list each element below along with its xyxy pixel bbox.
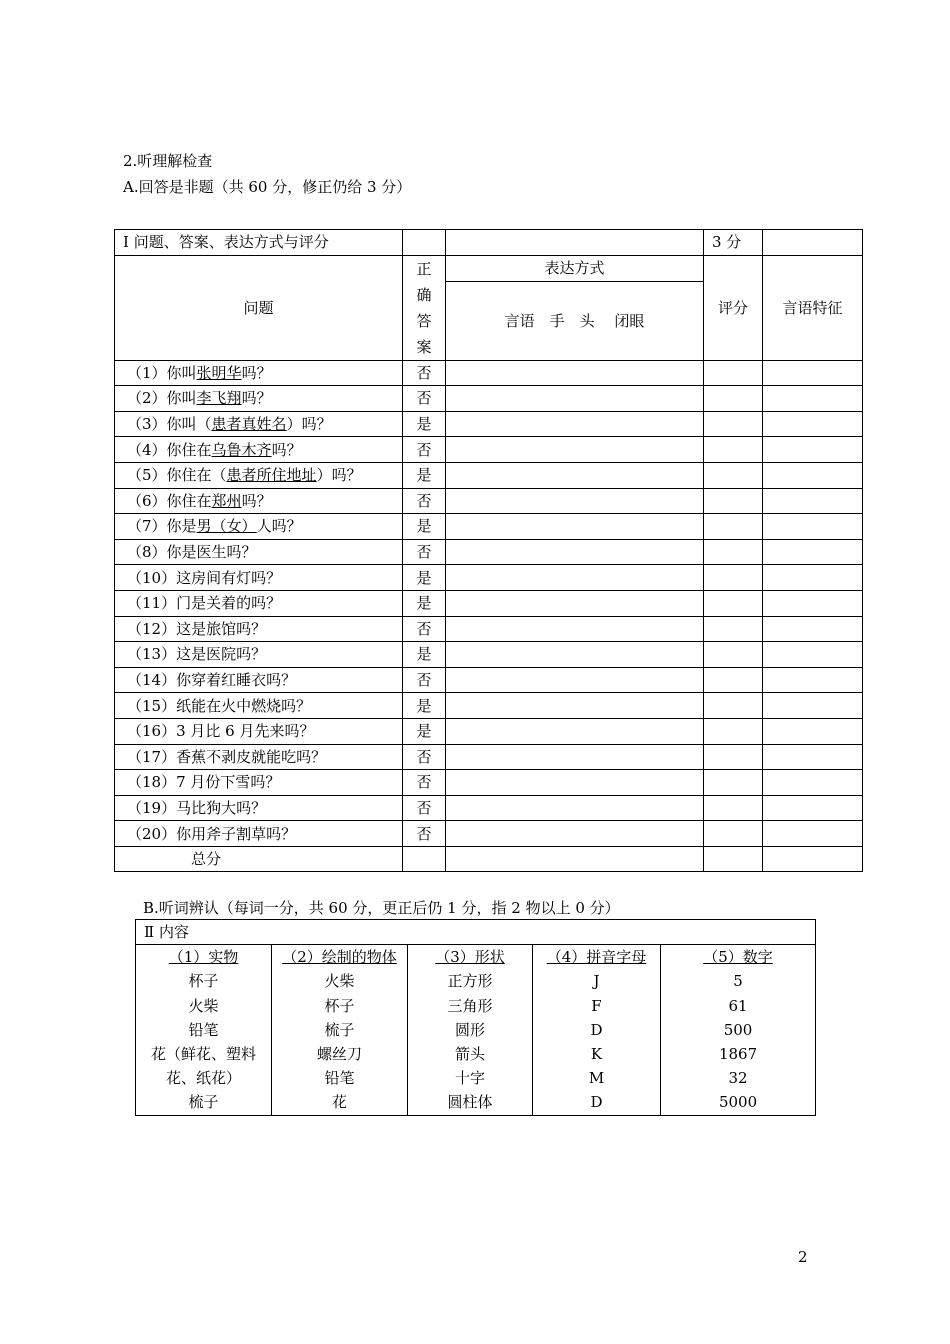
answer-cell: 是	[403, 565, 446, 591]
table-cell: 5	[661, 969, 816, 993]
question-cell: （3）你叫（患者真姓名）吗？	[115, 411, 403, 437]
answer-cell: 是	[403, 693, 446, 719]
question-cell: （16）3 月比 6 月先来吗？	[115, 718, 403, 744]
empty-cell	[446, 693, 704, 719]
table-b-title-row	[136, 920, 816, 945]
question-cell: （8）你是医生吗？	[115, 539, 403, 565]
question-cell: （12）这是旅馆吗？	[115, 616, 403, 642]
table-row	[136, 1018, 816, 1042]
subsection-b-title: B.听词辨认（每词一分，共 60 分，更正后仍 1 分，指 2 物以上 0 分）	[143, 899, 620, 917]
table-cell: 梳子	[272, 1018, 408, 1042]
answer-cell: 否	[403, 744, 446, 770]
header-drawn-objects: （2）绘制的物体	[282, 948, 397, 967]
table-row	[115, 795, 863, 821]
yes-no-questions-table	[114, 229, 863, 872]
table-cell: 1867	[661, 1042, 816, 1066]
section-title: 2.听理解检查	[123, 152, 213, 170]
table-cell: K	[533, 1042, 661, 1066]
total-row	[115, 846, 863, 872]
empty-cell	[704, 590, 763, 616]
empty-cell	[763, 386, 863, 412]
header-shapes: （3）形状	[435, 948, 505, 967]
table-cell: J	[533, 969, 661, 993]
table-row	[115, 437, 863, 463]
answer-cell: 是	[403, 590, 446, 616]
question-cell: （6）你住在郑州吗？	[115, 488, 403, 514]
empty-cell	[446, 718, 704, 744]
answer-cell: 否	[403, 667, 446, 693]
empty-cell	[446, 565, 704, 591]
word-recognition-table	[135, 919, 816, 1116]
header-pinyin-letters: （4）拼音字母	[546, 948, 647, 967]
empty-cell	[763, 514, 863, 540]
header-real-objects: （1）实物	[168, 948, 239, 967]
question-cell: （11）门是关着的吗？	[115, 590, 403, 616]
table-cell: D	[533, 1090, 661, 1115]
answer-cell: 否	[403, 539, 446, 565]
empty-cell	[763, 744, 863, 770]
empty-cell	[704, 616, 763, 642]
empty-cell	[704, 642, 763, 668]
table-header-row	[115, 255, 863, 282]
empty-cell	[763, 821, 863, 847]
answer-cell: 是	[403, 642, 446, 668]
table-cell: 铅笔	[272, 1066, 408, 1090]
question-cell: （13）这是医院吗？	[115, 642, 403, 668]
empty-cell	[763, 718, 863, 744]
question-cell: （20）你用斧子割草吗？	[115, 821, 403, 847]
table-b-title: Ⅱ 内容	[136, 920, 816, 945]
empty-cell	[763, 770, 863, 796]
empty-cell	[704, 539, 763, 565]
empty-cell	[704, 667, 763, 693]
table-cell: 花	[272, 1090, 408, 1115]
answer-cell: 否	[403, 795, 446, 821]
header-speech-features: 言语特征	[763, 255, 863, 360]
empty-cell	[446, 642, 704, 668]
table-row	[136, 1042, 816, 1066]
table-cell: F	[533, 994, 661, 1018]
empty-cell	[446, 667, 704, 693]
table-b-header-row	[136, 945, 816, 970]
empty-cell	[763, 539, 863, 565]
table-row	[115, 770, 863, 796]
answer-cell: 否	[403, 386, 446, 412]
empty-cell	[704, 718, 763, 744]
empty-cell	[763, 411, 863, 437]
table-cell: 螺丝刀	[272, 1042, 408, 1066]
question-cell: （5）你住在（患者所住地址）吗？	[115, 462, 403, 488]
empty-cell	[763, 616, 863, 642]
table-row	[115, 821, 863, 847]
question-cell: （10）这房间有灯吗？	[115, 565, 403, 591]
subsection-a-title: A.回答是非题（共 60 分，修正仍给 3 分）	[123, 178, 412, 196]
answer-cell: 是	[403, 411, 446, 437]
table-cell: 5000	[661, 1090, 816, 1115]
table-cell: 箭头	[408, 1042, 533, 1066]
table-row	[115, 616, 863, 642]
table-cell: 花（鲜花、塑料	[136, 1042, 272, 1066]
table-row	[115, 360, 863, 386]
table-title-row	[115, 230, 863, 256]
empty-cell	[446, 770, 704, 796]
question-cell: （7）你是男（女）人吗？	[115, 514, 403, 540]
table-row	[115, 718, 863, 744]
question-cell: （15）纸能在火中燃烧吗？	[115, 693, 403, 719]
empty-cell	[704, 386, 763, 412]
empty-cell	[763, 488, 863, 514]
answer-cell: 是	[403, 462, 446, 488]
header-question: 问题	[115, 255, 403, 360]
empty-cell	[446, 590, 704, 616]
table-row	[136, 994, 816, 1018]
table-cell: 500	[661, 1018, 816, 1042]
empty-cell	[763, 590, 863, 616]
question-cell: （2）你叫李飞翔吗？	[115, 386, 403, 412]
header-expression-sub: 言语 手 头 闭眼	[446, 282, 704, 360]
table-row	[115, 565, 863, 591]
table-cell: 圆柱体	[408, 1090, 533, 1115]
table-row	[115, 386, 863, 412]
table-row	[115, 744, 863, 770]
answer-cell: 否	[403, 616, 446, 642]
empty-cell	[446, 821, 704, 847]
header-numbers: （5）数字	[703, 948, 773, 967]
empty-cell	[704, 565, 763, 591]
table-cell: 杯子	[272, 994, 408, 1018]
empty-cell	[704, 411, 763, 437]
empty-cell	[446, 462, 704, 488]
table-cell: 圆形	[408, 1018, 533, 1042]
question-cell: （14）你穿着红睡衣吗？	[115, 667, 403, 693]
empty-cell	[763, 360, 863, 386]
table-row	[115, 488, 863, 514]
empty-cell	[704, 693, 763, 719]
empty-cell	[704, 821, 763, 847]
empty-cell	[446, 411, 704, 437]
empty-cell	[704, 770, 763, 796]
empty-cell	[446, 539, 704, 565]
question-cell: （18）7 月份下雪吗？	[115, 770, 403, 796]
empty-cell	[704, 437, 763, 463]
table-cell: 十字	[408, 1066, 533, 1090]
empty-cell	[704, 514, 763, 540]
empty-cell	[763, 795, 863, 821]
question-cell: （17）香蕉不剥皮就能吃吗？	[115, 744, 403, 770]
table-row	[115, 462, 863, 488]
table-cell: 32	[661, 1066, 816, 1090]
header-score: 评分	[704, 255, 763, 360]
empty-cell	[704, 360, 763, 386]
table-cell: 三角形	[408, 994, 533, 1018]
table-cell: 火柴	[272, 969, 408, 993]
empty-cell	[704, 744, 763, 770]
table-row	[136, 1066, 816, 1090]
empty-cell	[763, 462, 863, 488]
table-cell: 杯子	[136, 969, 272, 993]
empty-cell	[704, 462, 763, 488]
header-correct-answer: 正 确 答 案	[403, 255, 446, 360]
table-cell: D	[533, 1018, 661, 1042]
empty-cell	[763, 565, 863, 591]
table-row	[115, 590, 863, 616]
header-expression: 表达方式	[446, 255, 704, 282]
empty-cell	[446, 386, 704, 412]
answer-cell: 是	[403, 514, 446, 540]
table-row	[115, 693, 863, 719]
table-row	[136, 1090, 816, 1115]
table-row	[136, 969, 816, 993]
answer-cell: 否	[403, 360, 446, 386]
table-row	[115, 411, 863, 437]
empty-cell	[704, 795, 763, 821]
empty-cell	[446, 514, 704, 540]
empty-cell	[763, 693, 863, 719]
points-label: 3 分	[704, 230, 763, 256]
table-cell: 火柴	[136, 994, 272, 1018]
table-row	[115, 642, 863, 668]
empty-cell	[704, 488, 763, 514]
answer-cell: 否	[403, 770, 446, 796]
empty-cell	[446, 437, 704, 463]
table-cell: 61	[661, 994, 816, 1018]
empty-cell	[446, 360, 704, 386]
empty-cell	[446, 488, 704, 514]
empty-cell	[446, 744, 704, 770]
page-number: 2	[798, 1248, 808, 1266]
empty-cell	[763, 667, 863, 693]
question-cell: （19）马比狗大吗？	[115, 795, 403, 821]
table-a-title: Ⅰ 问题、答案、表达方式与评分	[115, 230, 403, 256]
empty-cell	[446, 616, 704, 642]
answer-cell: 否	[403, 437, 446, 463]
table-cell: 正方形	[408, 969, 533, 993]
empty-cell	[763, 437, 863, 463]
total-label: 总分	[115, 846, 403, 872]
answer-cell: 否	[403, 821, 446, 847]
table-cell: 花、纸花）	[136, 1066, 272, 1090]
table-cell: 梳子	[136, 1090, 272, 1115]
question-cell: （1）你叫张明华吗？	[115, 360, 403, 386]
table-row	[115, 514, 863, 540]
table-row	[115, 539, 863, 565]
table-cell: M	[533, 1066, 661, 1090]
table-row	[115, 667, 863, 693]
empty-cell	[763, 642, 863, 668]
empty-cell	[446, 795, 704, 821]
answer-cell: 是	[403, 718, 446, 744]
question-cell: （4）你住在乌鲁木齐吗？	[115, 437, 403, 463]
answer-cell: 否	[403, 488, 446, 514]
table-cell: 铅笔	[136, 1018, 272, 1042]
